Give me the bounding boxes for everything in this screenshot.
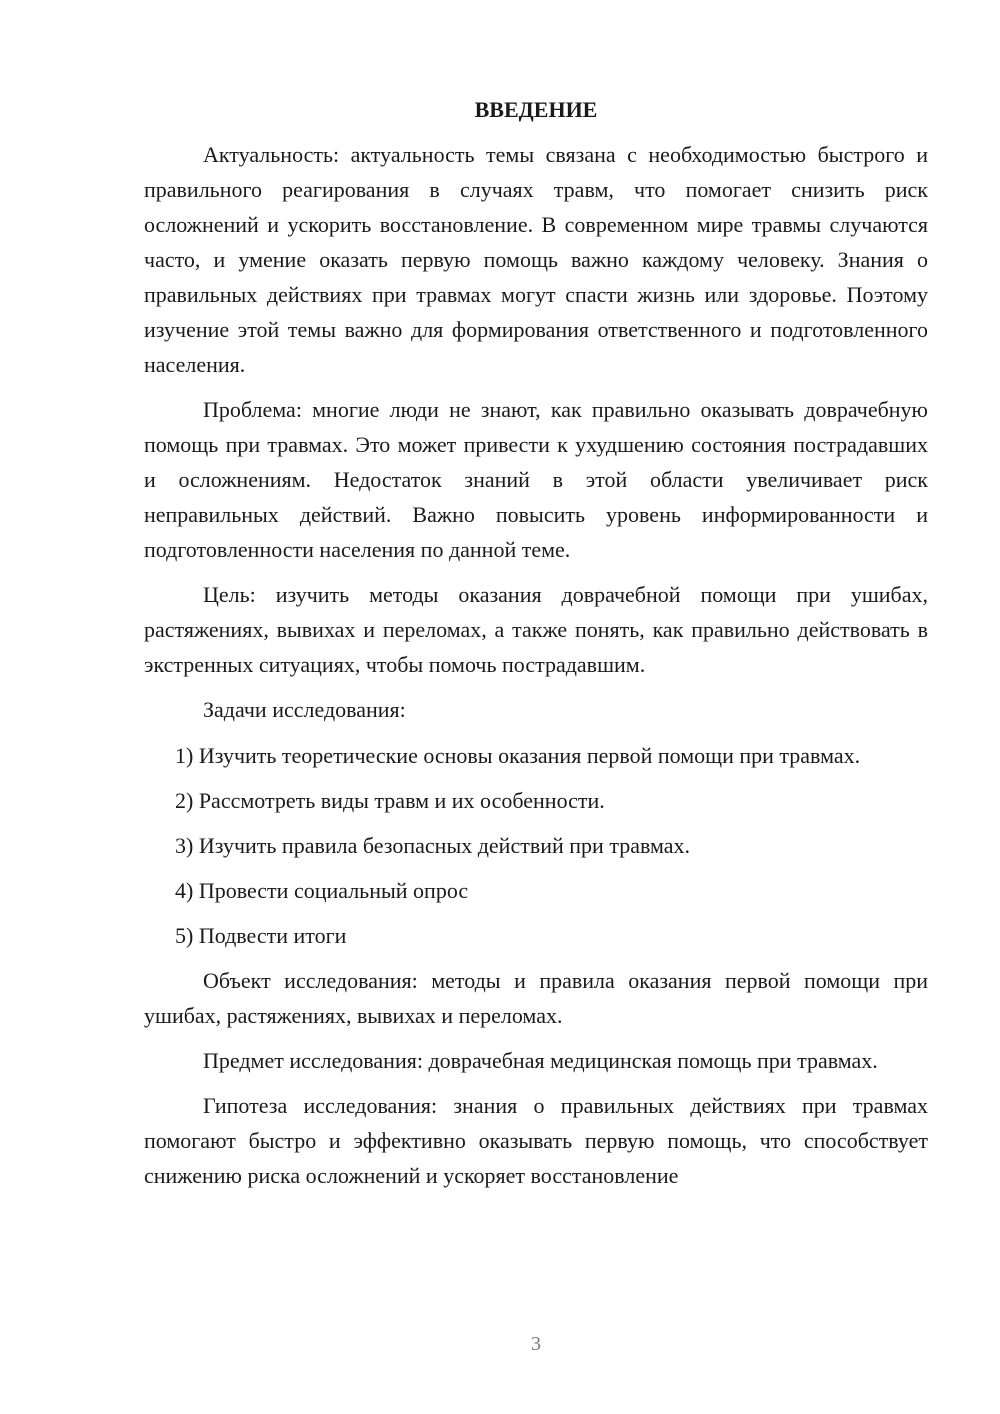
paragraph-relevance: Актуальность: актуальность темы связана с необходимостью быстрого и правильного реагирования в случаях травм, что помогает снизить риск осложнений и ускорить восстановление. В современном мире травмы случаются часто, и умение оказать первую помощь важно каждому человеку. Знания о правильных действиях при травмах могут спасти жизнь или здоровье. Поэтому изучение этой темы важно для формирования ответственного и подготовленного населения. (144, 142, 928, 377)
paragraph-hypothesis: Гипотеза исследования: знания о правильных действиях при травмах помогают быстро и эффективно оказывать первую помощь, что способствует снижению риска осложнений и ускоряет восстановление (144, 1093, 928, 1188)
list-item: 2) Рассмотреть виды травм и их особенности. (175, 788, 605, 813)
paragraph-subject: Предмет исследования: доврачебная медицинская помощь при травмах. (203, 1048, 878, 1073)
list-item: 5) Подвести итоги (175, 923, 347, 948)
page-title: ВВЕДЕНИЕ (474, 97, 598, 122)
list-item: 3) Изучить правила безопасных действий при травмах. (175, 833, 691, 858)
list-item: 4) Провести социальный опрос (175, 878, 469, 903)
paragraph-goal: Цель: изучить методы оказания доврачебной помощи при ушибах, растяжениях, вывихах и переломах, а также понять, как правильно действовать в экстренных ситуациях, чтобы помочь пострадавшим. (144, 582, 928, 677)
paragraph-problem: Проблема: многие люди не знают, как правильно оказывать доврачебную помощь при травмах. Это может привести к ухудшению состояния пострадавших и осложнениям. Недостаток знаний в этой области увеличивает риск неправильных действий. Важно повысить уровень информированности и подготовленности населения по данной теме. (144, 397, 928, 562)
document-page (144, 95, 928, 1193)
paragraph-tasks-title: Задачи исследования: (203, 697, 406, 722)
page-number: 3 (531, 1333, 541, 1355)
paragraph-object: Объект исследования: методы и правила оказания первой помощи при ушибах, растяжениях, вывихах и переломах. (144, 968, 928, 1028)
list-item: 1) Изучить теоретические основы оказания первой помощи при травмах. (175, 743, 861, 768)
